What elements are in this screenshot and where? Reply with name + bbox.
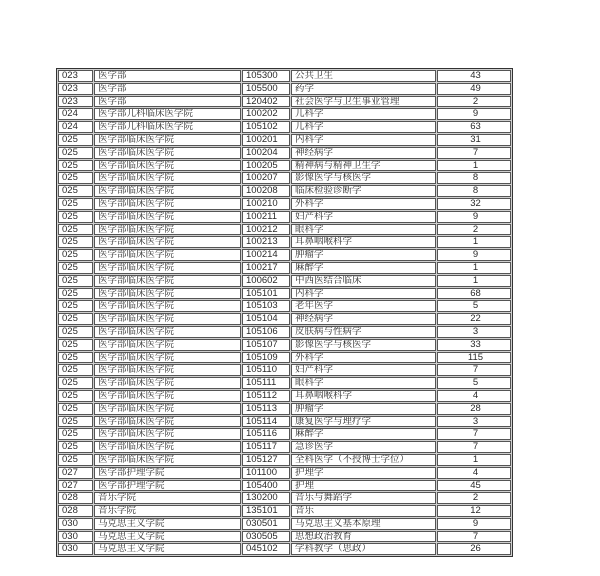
major-name-cell: 耳鼻咽喉科学 <box>291 390 436 402</box>
major-code-cell: 100201 <box>242 134 290 146</box>
count-cell: 22 <box>437 313 511 325</box>
department-name-cell: 医学部临床医学院 <box>94 172 241 184</box>
department-code-cell: 025 <box>58 428 93 440</box>
major-name-cell: 耳鼻咽喉科学 <box>291 236 436 248</box>
table-row <box>58 531 511 543</box>
department-name-cell: 医学部临床医学院 <box>94 198 241 210</box>
department-name-cell: 医学部临床医学院 <box>94 403 241 415</box>
count-cell: 7 <box>437 441 511 453</box>
major-name-cell: 外科学 <box>291 198 436 210</box>
major-code-cell: 100204 <box>242 147 290 159</box>
major-name-cell: 老年医学 <box>291 300 436 312</box>
department-name-cell: 马克思主义学院 <box>94 518 241 530</box>
major-code-cell: 100211 <box>242 211 290 223</box>
major-name-cell: 儿科学 <box>291 121 436 133</box>
major-code-cell: 105110 <box>242 364 290 376</box>
major-code-cell: 135101 <box>242 505 290 517</box>
department-code-cell: 025 <box>58 134 93 146</box>
major-name-cell: 影像医学与核医学 <box>291 339 436 351</box>
table-row <box>58 441 511 453</box>
major-code-cell: 100217 <box>242 262 290 274</box>
major-name-cell: 急诊医学 <box>291 441 436 453</box>
department-code-cell: 030 <box>58 518 93 530</box>
department-code-cell: 025 <box>58 275 93 287</box>
major-code-cell: 101100 <box>242 467 290 479</box>
table-body <box>58 70 511 555</box>
table-row <box>58 172 511 184</box>
department-name-cell: 医学部临床医学院 <box>94 377 241 389</box>
major-name-cell: 妇产科学 <box>291 364 436 376</box>
table-row <box>58 83 511 95</box>
department-code-cell: 025 <box>58 339 93 351</box>
department-name-cell: 医学部临床医学院 <box>94 147 241 159</box>
table-row <box>58 377 511 389</box>
major-code-cell: 045102 <box>242 543 290 555</box>
count-cell: 1 <box>437 236 511 248</box>
major-name-cell: 精神病与精神卫生学 <box>291 160 436 172</box>
major-name-cell: 皮肤病与性病学 <box>291 326 436 338</box>
table-row <box>58 505 511 517</box>
major-code-cell: 030505 <box>242 531 290 543</box>
major-code-cell: 105104 <box>242 313 290 325</box>
table-row <box>58 211 511 223</box>
count-cell: 9 <box>437 211 511 223</box>
count-cell: 63 <box>437 121 511 133</box>
major-code-cell: 105107 <box>242 339 290 351</box>
department-name-cell: 医学部临床医学院 <box>94 339 241 351</box>
department-code-cell: 025 <box>58 403 93 415</box>
department-code-cell: 025 <box>58 198 93 210</box>
table-row <box>58 185 511 197</box>
department-name-cell: 医学部护理学院 <box>94 480 241 492</box>
department-code-cell: 025 <box>58 352 93 364</box>
count-cell: 3 <box>437 326 511 338</box>
count-cell: 32 <box>437 198 511 210</box>
department-code-cell: 025 <box>58 262 93 274</box>
table-row <box>58 108 511 120</box>
major-name-cell: 马克思主义基本原理 <box>291 518 436 530</box>
major-code-cell: 130200 <box>242 492 290 504</box>
department-code-cell: 025 <box>58 288 93 300</box>
count-cell: 4 <box>437 467 511 479</box>
count-cell: 5 <box>437 300 511 312</box>
major-name-cell: 中西医结合临床 <box>291 275 436 287</box>
department-name-cell: 音乐学院 <box>94 505 241 517</box>
count-cell: 2 <box>437 96 511 108</box>
table-row <box>58 454 511 466</box>
count-cell: 26 <box>437 543 511 555</box>
major-name-cell: 药学 <box>291 83 436 95</box>
count-cell: 1 <box>437 275 511 287</box>
table-row <box>58 300 511 312</box>
count-cell: 2 <box>437 492 511 504</box>
count-cell: 43 <box>437 70 511 82</box>
department-code-cell: 030 <box>58 531 93 543</box>
count-cell: 33 <box>437 339 511 351</box>
table-row <box>58 543 511 555</box>
admissions-table <box>56 68 513 557</box>
department-name-cell: 医学部 <box>94 96 241 108</box>
major-name-cell: 肿瘤学 <box>291 249 436 261</box>
major-code-cell: 100202 <box>242 108 290 120</box>
table-row <box>58 236 511 248</box>
count-cell: 3 <box>437 416 511 428</box>
department-name-cell: 医学部临床医学院 <box>94 364 241 376</box>
major-name-cell: 影像医学与核医学 <box>291 172 436 184</box>
count-cell: 7 <box>437 531 511 543</box>
major-code-cell: 105102 <box>242 121 290 133</box>
department-code-cell: 025 <box>58 390 93 402</box>
department-name-cell: 医学部临床医学院 <box>94 249 241 261</box>
major-name-cell: 神经病学 <box>291 147 436 159</box>
department-code-cell: 025 <box>58 236 93 248</box>
count-cell: 9 <box>437 108 511 120</box>
department-name-cell: 医学部临床医学院 <box>94 236 241 248</box>
major-code-cell: 105114 <box>242 416 290 428</box>
table-row <box>58 339 511 351</box>
table-row <box>58 160 511 172</box>
department-code-cell: 025 <box>58 326 93 338</box>
count-cell: 49 <box>437 83 511 95</box>
table-row <box>58 492 511 504</box>
major-name-cell: 学科教学（思政） <box>291 543 436 555</box>
major-name-cell: 音乐与舞蹈学 <box>291 492 436 504</box>
department-name-cell: 医学部 <box>94 70 241 82</box>
admissions-table-container <box>56 68 513 557</box>
major-name-cell: 音乐 <box>291 505 436 517</box>
major-name-cell: 护理 <box>291 480 436 492</box>
count-cell: 8 <box>437 185 511 197</box>
department-name-cell: 医学部临床医学院 <box>94 326 241 338</box>
department-code-cell: 025 <box>58 185 93 197</box>
major-name-cell: 护理学 <box>291 467 436 479</box>
department-code-cell: 025 <box>58 454 93 466</box>
department-name-cell: 医学部临床医学院 <box>94 134 241 146</box>
major-name-cell: 麻醉学 <box>291 262 436 274</box>
department-code-cell: 025 <box>58 313 93 325</box>
count-cell: 9 <box>437 518 511 530</box>
department-name-cell: 医学部临床医学院 <box>94 454 241 466</box>
department-name-cell: 医学部临床医学院 <box>94 313 241 325</box>
major-name-cell: 妇产科学 <box>291 211 436 223</box>
table-row <box>58 96 511 108</box>
major-name-cell: 外科学 <box>291 352 436 364</box>
table-row <box>58 518 511 530</box>
department-name-cell: 马克思主义学院 <box>94 543 241 555</box>
department-code-cell: 027 <box>58 480 93 492</box>
department-name-cell: 医学部护理学院 <box>94 467 241 479</box>
department-name-cell: 医学部临床医学院 <box>94 224 241 236</box>
table-row <box>58 224 511 236</box>
count-cell: 4 <box>437 390 511 402</box>
major-name-cell: 肿瘤学 <box>291 403 436 415</box>
department-name-cell: 医学部临床医学院 <box>94 390 241 402</box>
table-row <box>58 352 511 364</box>
department-code-cell: 025 <box>58 364 93 376</box>
department-name-cell: 医学部临床医学院 <box>94 185 241 197</box>
major-name-cell: 临床检验诊断学 <box>291 185 436 197</box>
major-code-cell: 105116 <box>242 428 290 440</box>
major-name-cell: 公共卫生 <box>291 70 436 82</box>
major-code-cell: 105101 <box>242 288 290 300</box>
department-code-cell: 025 <box>58 441 93 453</box>
department-code-cell: 025 <box>58 224 93 236</box>
department-code-cell: 025 <box>58 211 93 223</box>
department-code-cell: 023 <box>58 70 93 82</box>
major-code-cell: 105113 <box>242 403 290 415</box>
department-name-cell: 医学部 <box>94 83 241 95</box>
department-name-cell: 医学部儿科临床医学院 <box>94 121 241 133</box>
table-row <box>58 313 511 325</box>
major-code-cell: 105300 <box>242 70 290 82</box>
major-name-cell: 眼科学 <box>291 224 436 236</box>
table-row <box>58 249 511 261</box>
count-cell: 45 <box>437 480 511 492</box>
department-name-cell: 音乐学院 <box>94 492 241 504</box>
department-name-cell: 医学部临床医学院 <box>94 441 241 453</box>
table-row <box>58 121 511 133</box>
table-row <box>58 416 511 428</box>
major-name-cell: 思想政治教育 <box>291 531 436 543</box>
table-row <box>58 70 511 82</box>
department-code-cell: 030 <box>58 543 93 555</box>
department-name-cell: 医学部临床医学院 <box>94 352 241 364</box>
department-code-cell: 023 <box>58 96 93 108</box>
major-code-cell: 100207 <box>242 172 290 184</box>
count-cell: 7 <box>437 364 511 376</box>
major-code-cell: 100210 <box>242 198 290 210</box>
major-name-cell: 神经病学 <box>291 313 436 325</box>
count-cell: 9 <box>437 249 511 261</box>
department-code-cell: 025 <box>58 147 93 159</box>
table-row <box>58 326 511 338</box>
major-code-cell: 100602 <box>242 275 290 287</box>
count-cell: 7 <box>437 428 511 440</box>
count-cell: 68 <box>437 288 511 300</box>
department-code-cell: 028 <box>58 492 93 504</box>
table-row <box>58 428 511 440</box>
major-code-cell: 100213 <box>242 236 290 248</box>
major-code-cell: 100205 <box>242 160 290 172</box>
department-name-cell: 医学部儿科临床医学院 <box>94 108 241 120</box>
major-name-cell: 内科学 <box>291 288 436 300</box>
table-row <box>58 262 511 274</box>
department-name-cell: 马克思主义学院 <box>94 531 241 543</box>
count-cell: 2 <box>437 224 511 236</box>
major-code-cell: 105127 <box>242 454 290 466</box>
table-row <box>58 134 511 146</box>
department-name-cell: 医学部临床医学院 <box>94 275 241 287</box>
count-cell: 1 <box>437 262 511 274</box>
major-code-cell: 105112 <box>242 390 290 402</box>
major-name-cell: 内科学 <box>291 134 436 146</box>
major-code-cell: 030501 <box>242 518 290 530</box>
count-cell: 7 <box>437 147 511 159</box>
table-row <box>58 275 511 287</box>
major-code-cell: 105117 <box>242 441 290 453</box>
count-cell: 5 <box>437 377 511 389</box>
count-cell: 31 <box>437 134 511 146</box>
department-code-cell: 027 <box>58 467 93 479</box>
major-code-cell: 105109 <box>242 352 290 364</box>
department-name-cell: 医学部临床医学院 <box>94 288 241 300</box>
major-name-cell: 眼科学 <box>291 377 436 389</box>
count-cell: 28 <box>437 403 511 415</box>
department-code-cell: 028 <box>58 505 93 517</box>
department-code-cell: 023 <box>58 83 93 95</box>
department-code-cell: 025 <box>58 416 93 428</box>
major-code-cell: 105103 <box>242 300 290 312</box>
major-code-cell: 100212 <box>242 224 290 236</box>
count-cell: 1 <box>437 160 511 172</box>
major-code-cell: 105111 <box>242 377 290 389</box>
department-code-cell: 025 <box>58 300 93 312</box>
table-row <box>58 390 511 402</box>
major-name-cell: 社会医学与卫生事业管理 <box>291 96 436 108</box>
department-code-cell: 025 <box>58 377 93 389</box>
major-code-cell: 100214 <box>242 249 290 261</box>
table-row <box>58 364 511 376</box>
department-code-cell: 025 <box>58 160 93 172</box>
department-name-cell: 医学部临床医学院 <box>94 262 241 274</box>
major-code-cell: 100208 <box>242 185 290 197</box>
count-cell: 8 <box>437 172 511 184</box>
major-name-cell: 康复医学与理疗学 <box>291 416 436 428</box>
major-code-cell: 105400 <box>242 480 290 492</box>
major-name-cell: 麻醉学 <box>291 428 436 440</box>
department-code-cell: 024 <box>58 108 93 120</box>
department-code-cell: 025 <box>58 249 93 261</box>
table-row <box>58 403 511 415</box>
major-code-cell: 105106 <box>242 326 290 338</box>
department-name-cell: 医学部临床医学院 <box>94 160 241 172</box>
table-row <box>58 198 511 210</box>
major-code-cell: 105500 <box>242 83 290 95</box>
department-name-cell: 医学部临床医学院 <box>94 428 241 440</box>
department-name-cell: 医学部临床医学院 <box>94 300 241 312</box>
department-name-cell: 医学部临床医学院 <box>94 416 241 428</box>
major-name-cell: 儿科学 <box>291 108 436 120</box>
count-cell: 115 <box>437 352 511 364</box>
count-cell: 12 <box>437 505 511 517</box>
table-row <box>58 467 511 479</box>
table-row <box>58 147 511 159</box>
table-row <box>58 288 511 300</box>
department-name-cell: 医学部临床医学院 <box>94 211 241 223</box>
count-cell: 1 <box>437 454 511 466</box>
major-code-cell: 120402 <box>242 96 290 108</box>
table-row <box>58 480 511 492</box>
department-code-cell: 024 <box>58 121 93 133</box>
major-name-cell: 全科医学（不授博士学位） <box>291 454 436 466</box>
department-code-cell: 025 <box>58 172 93 184</box>
